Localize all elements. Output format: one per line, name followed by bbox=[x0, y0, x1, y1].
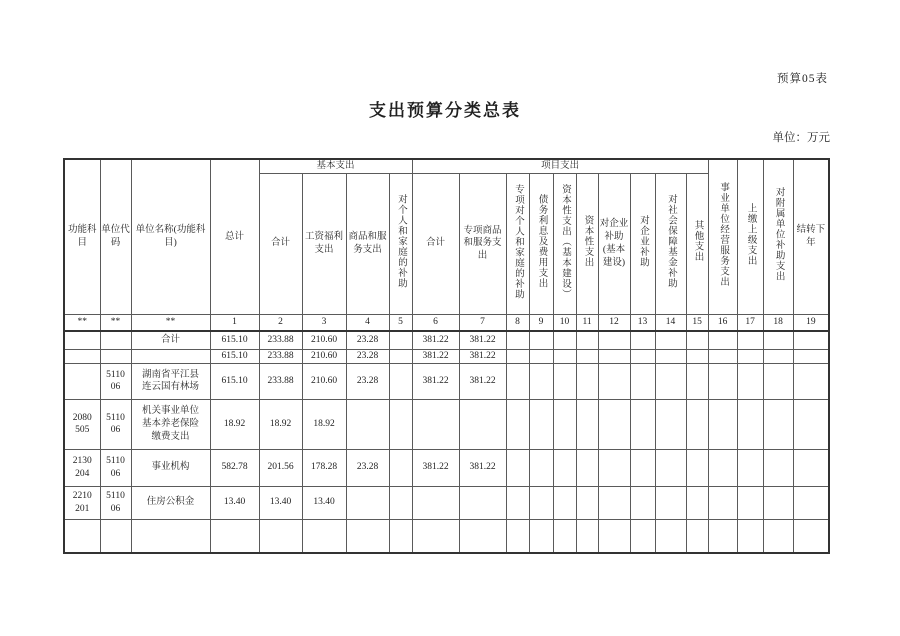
column-number-row bbox=[64, 314, 829, 331]
value-cell bbox=[598, 449, 630, 486]
column-number-cell: 14 bbox=[655, 314, 686, 331]
value-cell bbox=[553, 449, 576, 486]
col-header-operating-services-label: 事业单位经营服务支出 bbox=[718, 182, 729, 287]
value-cell bbox=[553, 486, 576, 519]
col-header-wages-welfare: 工资福利支出 bbox=[302, 173, 346, 314]
col-header-basic-subtotal: 合计 bbox=[259, 173, 302, 314]
value-cell bbox=[763, 349, 793, 363]
column-number-cell: 10 bbox=[553, 314, 576, 331]
value-cell bbox=[737, 363, 763, 399]
table-row bbox=[64, 349, 829, 363]
value-cell bbox=[737, 519, 763, 553]
value-cell bbox=[655, 519, 686, 553]
unit-name-cell: 合计 bbox=[131, 331, 210, 349]
value-cell bbox=[553, 331, 576, 349]
value-cell: 18.92 bbox=[302, 399, 346, 449]
value-cell: 233.88 bbox=[259, 331, 302, 349]
column-number-cell: 18 bbox=[763, 314, 793, 331]
column-number-cell: 19 bbox=[793, 314, 829, 331]
func-code-cell bbox=[64, 363, 100, 399]
col-header-other-expenditure bbox=[686, 173, 708, 314]
value-cell: 381.22 bbox=[412, 349, 459, 363]
value-cell bbox=[763, 363, 793, 399]
unit-name-cell: 湖南省平江县连云国有林场 bbox=[131, 363, 210, 399]
value-cell bbox=[655, 349, 686, 363]
value-cell bbox=[598, 331, 630, 349]
value-cell bbox=[655, 363, 686, 399]
value-cell: 615.10 bbox=[210, 349, 259, 363]
unit-code-cell bbox=[100, 349, 131, 363]
column-number-cell: 7 bbox=[459, 314, 506, 331]
value-cell bbox=[576, 349, 598, 363]
value-cell bbox=[686, 449, 708, 486]
col-header-operating-services bbox=[708, 159, 737, 314]
value-cell bbox=[412, 486, 459, 519]
unit-name-cell bbox=[131, 349, 210, 363]
value-cell bbox=[655, 399, 686, 449]
col-header-carryover: 结转下年 bbox=[793, 159, 829, 314]
func-code-cell: 2210201 bbox=[64, 486, 100, 519]
col-header-capital bbox=[576, 173, 598, 314]
col-header-affiliated-subsidy bbox=[763, 159, 793, 314]
value-cell bbox=[686, 363, 708, 399]
col-header-func-subject: 功能科目 bbox=[64, 159, 100, 314]
table-row bbox=[64, 399, 829, 449]
col-header-project-subtotal: 合计 bbox=[412, 173, 459, 314]
col-header-other-expenditure-label: 其他支出 bbox=[692, 220, 703, 263]
func-code-cell: 2080505 bbox=[64, 399, 100, 449]
value-cell bbox=[708, 331, 737, 349]
column-number-cell: 16 bbox=[708, 314, 737, 331]
column-number-cell: ** bbox=[64, 314, 100, 331]
value-cell: 381.22 bbox=[412, 449, 459, 486]
value-cell bbox=[576, 486, 598, 519]
value-cell: 210.60 bbox=[302, 363, 346, 399]
value-cell: 23.28 bbox=[346, 363, 389, 399]
unit-code-cell bbox=[100, 331, 131, 349]
value-cell bbox=[630, 331, 655, 349]
value-cell: 210.60 bbox=[302, 349, 346, 363]
col-header-capital-capex bbox=[553, 173, 576, 314]
col-header-social-security-fund-label: 对社会保障基金补助 bbox=[665, 194, 676, 289]
value-cell: 13.40 bbox=[210, 486, 259, 519]
value-cell bbox=[655, 486, 686, 519]
value-cell bbox=[793, 486, 829, 519]
value-cell bbox=[598, 519, 630, 553]
value-cell bbox=[708, 399, 737, 449]
value-cell bbox=[389, 399, 412, 449]
col-header-upper-level-payment bbox=[737, 159, 763, 314]
value-cell bbox=[598, 349, 630, 363]
page-title: 支出预算分类总表 bbox=[369, 101, 521, 120]
value-cell bbox=[598, 399, 630, 449]
table-row bbox=[64, 486, 829, 519]
col-header-enterprise-subsidy-label: 对企业补助 bbox=[637, 215, 648, 268]
unit-code-cell bbox=[100, 519, 131, 553]
value-cell bbox=[576, 331, 598, 349]
value-cell bbox=[686, 519, 708, 553]
unit-name-cell: 机关事业单位基本养老保险缴费支出 bbox=[131, 399, 210, 449]
value-cell: 18.92 bbox=[259, 399, 302, 449]
column-number-cell: 2 bbox=[259, 314, 302, 331]
value-cell bbox=[412, 519, 459, 553]
value-cell bbox=[506, 519, 529, 553]
value-cell bbox=[346, 399, 389, 449]
value-cell bbox=[598, 363, 630, 399]
column-number-cell: 17 bbox=[737, 314, 763, 331]
col-header-capital-label: 资本性支出 bbox=[582, 215, 593, 268]
col-header-personal-family-subsidy bbox=[389, 173, 412, 314]
col-header-special-goods-services: 专项商品和服务支出 bbox=[459, 173, 506, 314]
unit-code-cell: 511006 bbox=[100, 486, 131, 519]
column-number-cell: 11 bbox=[576, 314, 598, 331]
col-header-capital-capex-label: 资本性支出（基本建设） bbox=[559, 183, 570, 300]
table-row bbox=[64, 519, 829, 553]
value-cell bbox=[529, 519, 553, 553]
header-group-row bbox=[64, 159, 829, 173]
value-cell: 381.22 bbox=[412, 363, 459, 399]
column-number-cell: ** bbox=[100, 314, 131, 331]
value-cell bbox=[553, 363, 576, 399]
value-cell: 381.22 bbox=[459, 449, 506, 486]
value-cell: 23.28 bbox=[346, 331, 389, 349]
value-cell bbox=[708, 486, 737, 519]
value-cell bbox=[576, 363, 598, 399]
value-cell bbox=[529, 399, 553, 449]
col-header-debt-interest bbox=[529, 173, 553, 314]
value-cell bbox=[793, 519, 829, 553]
value-cell bbox=[793, 363, 829, 399]
column-number-cell: 12 bbox=[598, 314, 630, 331]
value-cell bbox=[686, 349, 708, 363]
value-cell: 13.40 bbox=[259, 486, 302, 519]
table-header bbox=[64, 159, 829, 314]
func-code-cell: 2130204 bbox=[64, 449, 100, 486]
value-cell bbox=[686, 399, 708, 449]
value-cell bbox=[506, 349, 529, 363]
value-cell bbox=[389, 519, 412, 553]
col-header-debt-interest-label: 债务利息及费用支出 bbox=[536, 194, 547, 289]
value-cell bbox=[708, 349, 737, 363]
value-cell bbox=[576, 399, 598, 449]
value-cell bbox=[389, 486, 412, 519]
col-header-affiliated-subsidy-label: 对附属单位补助支出 bbox=[773, 187, 784, 282]
value-cell bbox=[708, 363, 737, 399]
value-cell bbox=[630, 349, 655, 363]
value-cell bbox=[302, 519, 346, 553]
value-cell bbox=[630, 519, 655, 553]
table-body bbox=[64, 314, 829, 553]
value-cell bbox=[630, 363, 655, 399]
value-cell bbox=[459, 399, 506, 449]
value-cell bbox=[459, 519, 506, 553]
column-number-cell: 8 bbox=[506, 314, 529, 331]
value-cell bbox=[506, 399, 529, 449]
value-cell bbox=[529, 449, 553, 486]
group-header-basic-expenditure: 基本支出 bbox=[259, 159, 412, 173]
value-cell: 582.78 bbox=[210, 449, 259, 486]
value-cell bbox=[737, 486, 763, 519]
col-header-enterprise-subsidy-capex: 对企业补助(基本建设) bbox=[598, 173, 630, 314]
value-cell bbox=[630, 486, 655, 519]
value-cell bbox=[793, 449, 829, 486]
value-cell: 381.22 bbox=[459, 363, 506, 399]
func-code-cell bbox=[64, 331, 100, 349]
value-cell: 210.60 bbox=[302, 331, 346, 349]
value-cell bbox=[763, 449, 793, 486]
value-cell: 233.88 bbox=[259, 363, 302, 399]
value-cell bbox=[655, 331, 686, 349]
value-cell bbox=[389, 331, 412, 349]
table-row bbox=[64, 363, 829, 399]
value-cell bbox=[210, 519, 259, 553]
value-cell bbox=[506, 363, 529, 399]
value-cell bbox=[553, 519, 576, 553]
value-cell bbox=[598, 486, 630, 519]
col-header-upper-level-payment-label: 上缴上级支出 bbox=[745, 203, 756, 266]
unit-name-cell bbox=[131, 519, 210, 553]
value-cell bbox=[763, 331, 793, 349]
col-header-personal-family-subsidy-label: 对个人和家庭的补助 bbox=[395, 194, 406, 289]
value-cell bbox=[655, 449, 686, 486]
value-cell: 233.88 bbox=[259, 349, 302, 363]
budget-table bbox=[63, 158, 830, 554]
value-cell: 381.22 bbox=[459, 349, 506, 363]
value-cell bbox=[793, 349, 829, 363]
value-cell: 615.10 bbox=[210, 363, 259, 399]
column-number-cell: 15 bbox=[686, 314, 708, 331]
value-cell bbox=[553, 349, 576, 363]
value-cell bbox=[389, 363, 412, 399]
value-cell: 381.22 bbox=[459, 331, 506, 349]
value-cell bbox=[506, 449, 529, 486]
value-cell bbox=[630, 399, 655, 449]
value-cell bbox=[708, 519, 737, 553]
unit-name-cell: 住房公积金 bbox=[131, 486, 210, 519]
value-cell bbox=[529, 486, 553, 519]
table-row bbox=[64, 449, 829, 486]
column-number-cell: 3 bbox=[302, 314, 346, 331]
value-cell bbox=[763, 519, 793, 553]
value-cell: 201.56 bbox=[259, 449, 302, 486]
value-cell: 18.92 bbox=[210, 399, 259, 449]
col-header-unit-name: 单位名称(功能科目) bbox=[131, 159, 210, 314]
col-header-unit-code: 单位代码 bbox=[100, 159, 131, 314]
col-header-total: 总计 bbox=[210, 159, 259, 314]
value-cell bbox=[763, 399, 793, 449]
value-cell bbox=[412, 399, 459, 449]
value-cell bbox=[459, 486, 506, 519]
column-number-cell: ** bbox=[131, 314, 210, 331]
value-cell bbox=[737, 399, 763, 449]
value-cell bbox=[793, 399, 829, 449]
value-cell bbox=[737, 449, 763, 486]
value-cell bbox=[763, 486, 793, 519]
value-cell: 23.28 bbox=[346, 449, 389, 486]
value-cell bbox=[259, 519, 302, 553]
unit-name-cell: 事业机构 bbox=[131, 449, 210, 486]
col-header-goods-services: 商品和服务支出 bbox=[346, 173, 389, 314]
value-cell: 381.22 bbox=[412, 331, 459, 349]
value-cell bbox=[793, 331, 829, 349]
unit-label: 单位：万元 bbox=[772, 132, 830, 144]
value-cell bbox=[737, 331, 763, 349]
value-cell bbox=[529, 363, 553, 399]
column-number-cell: 1 bbox=[210, 314, 259, 331]
column-number-cell: 9 bbox=[529, 314, 553, 331]
value-cell bbox=[686, 331, 708, 349]
value-cell bbox=[630, 449, 655, 486]
value-cell bbox=[576, 449, 598, 486]
col-header-special-personal-family bbox=[506, 173, 529, 314]
value-cell bbox=[737, 349, 763, 363]
value-cell bbox=[389, 349, 412, 363]
value-cell: 13.40 bbox=[302, 486, 346, 519]
value-cell bbox=[529, 349, 553, 363]
column-number-cell: 5 bbox=[389, 314, 412, 331]
form-number-label: 预算05表 bbox=[777, 73, 828, 85]
column-number-cell: 4 bbox=[346, 314, 389, 331]
table-row bbox=[64, 331, 829, 349]
value-cell bbox=[389, 449, 412, 486]
value-cell bbox=[576, 519, 598, 553]
unit-code-cell: 511006 bbox=[100, 449, 131, 486]
value-cell: 615.10 bbox=[210, 331, 259, 349]
value-cell bbox=[506, 486, 529, 519]
value-cell bbox=[346, 519, 389, 553]
value-cell bbox=[346, 486, 389, 519]
col-header-social-security-fund bbox=[655, 173, 686, 314]
value-cell bbox=[553, 399, 576, 449]
column-number-cell: 6 bbox=[412, 314, 459, 331]
value-cell bbox=[506, 331, 529, 349]
value-cell: 23.28 bbox=[346, 349, 389, 363]
group-header-project-expenditure: 项目支出 bbox=[412, 159, 708, 173]
func-code-cell bbox=[64, 349, 100, 363]
value-cell: 178.28 bbox=[302, 449, 346, 486]
col-header-special-personal-family-label: 专项对个人和家庭的补助 bbox=[512, 183, 523, 300]
func-code-cell bbox=[64, 519, 100, 553]
unit-code-cell: 511006 bbox=[100, 399, 131, 449]
unit-code-cell: 511006 bbox=[100, 363, 131, 399]
value-cell bbox=[708, 449, 737, 486]
value-cell bbox=[529, 331, 553, 349]
value-cell bbox=[686, 486, 708, 519]
column-number-cell: 13 bbox=[630, 314, 655, 331]
col-header-enterprise-subsidy bbox=[630, 173, 655, 314]
